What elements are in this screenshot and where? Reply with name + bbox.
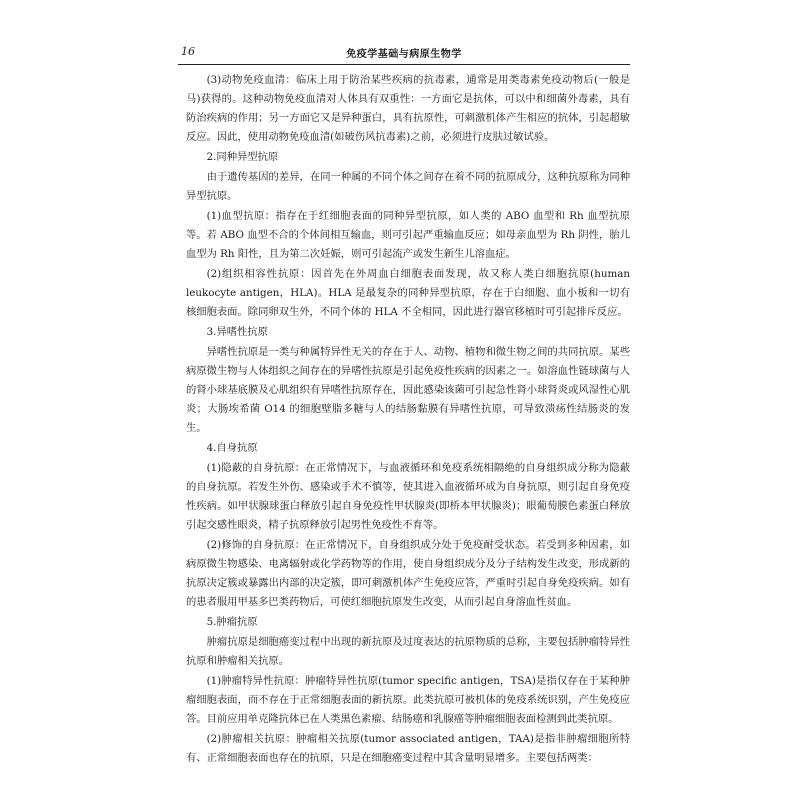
paragraph-heterophile: 异嗜性抗原是一类与种属特异性无关的存在于人、动物、植物和微生物之间的共同抗原。某些病原微生物与人体组织之间存在的异嗜性抗原是引起免疫性疾病的因素之一。如溶血性链球菌与人的肾小球基底膜及心肌组织有异嗜性抗原存在，因此感染该菌可引起急性肾小球肾炎或风湿性心肌炎；大肠埃希菌 O14 的细胞壁脂多糖与人的结肠黏膜有异嗜性抗原，可导致溃疡性结肠炎的发生。: [186, 346, 630, 434]
page-number: 16: [181, 45, 195, 58]
paragraph-tumor-antigen-intro: 肿瘤抗原是细胞癌变过程中出现的新抗原及过度表达的抗原物质的总称，主要包括肿瘤特异性抗原和肿瘤相关抗原。: [186, 636, 630, 667]
paragraph-alloantigen-intro: 由于遗传基因的差异，在同一种属的不同个体之间存在着不同的抗原成分，这种抗原称为同种异型抗原。: [186, 171, 630, 202]
paragraph-modified-autoantigen: (2)修饰的自身抗原：在正常情况下，自身组织成分处于免疫耐受状态。若受到多种因素，如病原微生物感染、电离辐射或化学药物等的作用，使自身组织成分及分子结构发生改变，形成新的抗原决定簇或暴露出内部的决定簇，即可刺激机体产生免疫应答，严重时引起自身免疫疾病。如有的患者服用甲基多巴类药物后，可使红细胞抗原发生改变，从而引起自身溶血性贫血。: [186, 539, 630, 608]
paragraph-animal-serum: (3)动物免疫血清：临床上用于防治某些疾病的抗毒素，通常是用类毒素免疫动物后(一般是马)获得的。这种动物免疫血清对人体具有双重性：一方面它是抗体，可以中和细菌外毒素，具有防治疾病的作用；另一方面它又是异种蛋白，具有抗原性，可刺激机体产生相应的抗体，引起超敏反应。因此，使用动物免疫血清(如破伤风抗毒素)之前，必须进行皮肤过敏试验。: [186, 74, 630, 143]
paragraph-blood-group-antigen: (1)血型抗原：指存在于红细胞表面的同种异型抗原，如人类的 ABO 血型和 Rh 血型抗原等。若 ABO 血型不合的个体间相互输血，则可引起严重输血反应；如母亲血型为 Rh 阴性，胎儿血型为 Rh 阳性，且为第二次妊娠，则可引起流产或发生新生儿溶血症。: [186, 210, 630, 260]
section-heading-autoantigen: 4.自身抗原: [206, 442, 258, 454]
section-heading-alloantigen: 2.同种异型抗原: [206, 151, 279, 163]
page-header: [178, 40, 630, 65]
section-heading-heterophile: 3.异嗜性抗原: [206, 326, 268, 338]
paragraph-sequestered-autoantigen: (1)隐蔽的自身抗原：在正常情况下，与血液循环和免疫系统相隔绝的自身组织成分称为隐蔽的自身抗原。若发生外伤、感染或手术不慎等，使其进入血液循环成为自身抗原，则引起自身免疫性疾病。如甲状腺球蛋白释放引起自身免疫性甲状腺炎(即桥本甲状腺炎)；眼葡萄膜色素蛋白释放引起交感性眼炎，精子抗原释放引起男性免疫性不育等。: [186, 462, 630, 531]
section-heading-tumor-antigen: 5.肿瘤抗原: [206, 616, 258, 628]
page-body: [186, 71, 630, 769]
paragraph-hla: (2)组织相容性抗原：因首先在外周血白细胞表面发现，故又称人类白细胞抗原(human leukocyte antigen，HLA)。HLA 是最复杂的同种异型抗原，存在于白细胞、血小板和一切有核细胞表面。除同卵双生外，不同个体的 HLA 不全相同，因此进行器官移植时可引起排斥反应。: [186, 268, 630, 318]
paragraph-tsa: (1)肿瘤特异性抗原：肿瘤特异性抗原(tumor specific antigen，TSA)是指仅存在于某种肿瘤细胞表面，而不存在于正常细胞表面的新抗原。此类抗原可被机体的免疫系统识别，产生免疫应答。目前应用单克隆抗体已在人类黑色素瘤、结肠癌和乳腺癌等肿瘤细胞表面检测到此类抗原。: [186, 675, 630, 725]
paragraph-taa: (2)肿瘤相关抗原：肿瘤相关抗原(tumor associated antigen，TAA)是指非肿瘤细胞所特有、正常细胞表面也存在的抗原，只是在细胞癌变过程中其含量明显增多。主要包括两类：: [186, 733, 630, 764]
running-title: 免疫学基础与病原生物学: [346, 49, 462, 60]
